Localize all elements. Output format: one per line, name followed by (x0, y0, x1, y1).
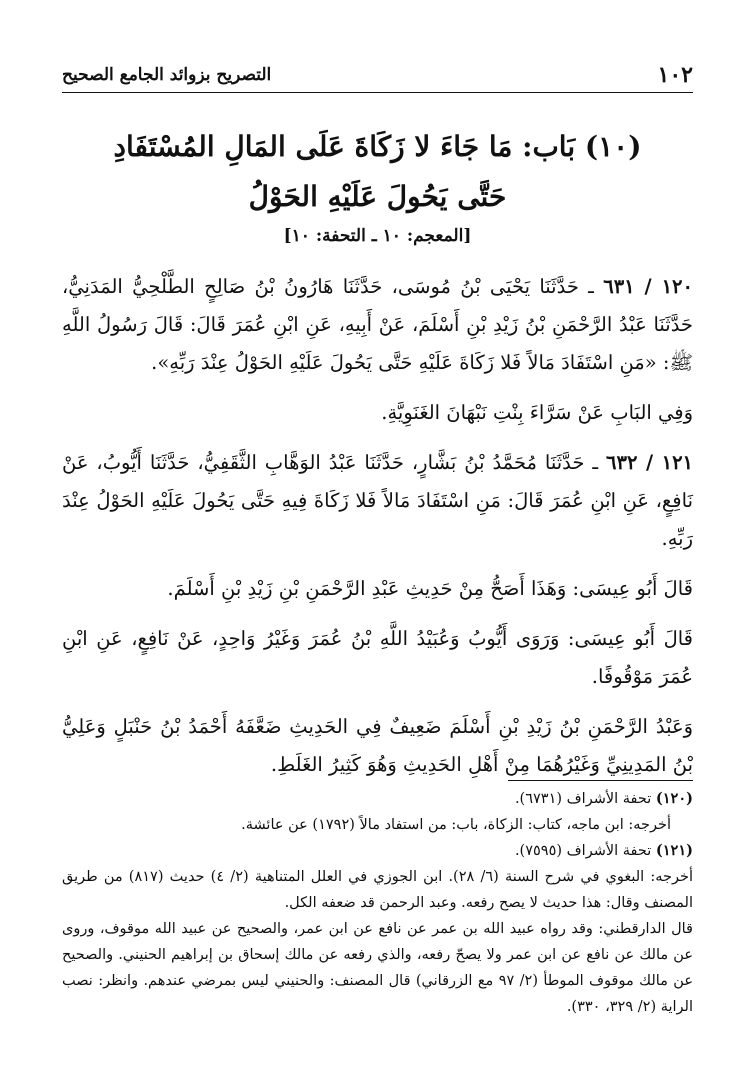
footnote-text: تحفة الأشراف (٦٧٣١). (514, 791, 652, 807)
hadith-text: ـ حَدَّثَنَا مُحَمَّدُ بْنُ بَشَّارٍ، حَدَّثَنَا عَبْدُ الوَهَّابِ الثَّقَفِيُّ، حَدَّثَنَا أَيُّوبُ، عَنْ نَافِعٍ، عَنِ ابْنِ عُمَرَ قَالَ: مَنِ اسْتَفَادَ مَالاً فَلا زَكَاةَ فِيهِ حَتَّى يَحُولَ عَلَيْهِ الحَوْلُ عِنْدَ رَبِّهِ. (62, 451, 693, 550)
hadith-number: ١٢٠ / ٦٣١ (603, 275, 693, 298)
hadith-121 (62, 444, 693, 558)
chapter-reference: [المعجم: ١٠ ـ التحفة: ١٠] (283, 226, 472, 246)
commentary-2: قَالَ أَبُو عِيسَى: وَرَوَى أَيُّوبُ وَعُبَيْدُ اللَّهِ بْنُ عُمَرَ وَغَيْرُ وَاحِدٍ، عَنْ نَافِعٍ، عَنِ ابْنِ عُمَرَ مَوْقُوفًا. (62, 627, 693, 688)
running-title: التصريح بزوائد الجامع الصحيح (62, 65, 272, 85)
main-text (62, 268, 693, 796)
commentary-1: قَالَ أَبُو عِيسَى: وَهَذَا أَصَحُّ مِنْ حَدِيثِ عَبْدِ الرَّحْمَنِ بْنِ زَيْدِ بْنِ أَسْلَمَ. (167, 577, 693, 600)
chapter-title-line-2: حَتَّى يَحُولَ عَلَيْهِ الحَوْلُ (248, 180, 507, 213)
footnote-number: (١٢٠) (655, 790, 693, 807)
commentary-3: وَعَبْدُ الرَّحْمَنِ بْنُ زَيْدِ بْنِ أَسْلَمَ ضَعِيفٌ فِي الحَدِيثِ ضَعَّفَهُ أَحْمَدُ بْنُ حَنْبَلٍ وَعَلِيُّ بْنُ المَدِينِيِّ وَغَيْرُهُمَا مِنْ أَهْلِ الحَدِيثِ وَهُوَ كَثِيرُ الغَلَطِ. (62, 715, 693, 776)
footnote-121-takhrij: أخرجه: البغوي في شرح السنة (٦/ ٢٨). ابن الجوزي في العلل المتناهية (٢/ ٤) حديث (٨١٧) من طريق المصنف وقال: هذا حديث لا يصح رفعه. وعبد الرحمن قد ضعفه الكل. (62, 869, 693, 911)
footnote-text: تحفة الأشراف (٧٥٩٥). (514, 843, 652, 859)
footnote-121-daraqutni: قال الدارقطني: وقد رواه عبيد الله بن عمر عن نافع عن ابن عمر، والصحيح عن عبيد الله موقوف، وروى عن مالك عن نافع عن ابن عمر ولا يصحّ رفعه، والذي رفعه عن مالك إسحاق بن إبراهيم الحنيني. والصحيح عن مالك موقوف الموطأ (٢/ ٩٧ مع الزرقاني) قال المصنف: والحنيني ليس بمرضي عندهم. وانظر: نصب الراية (٢/ ٣٢٩، ٣٣٠). (62, 921, 693, 1015)
footnote-121-tuhfa (62, 838, 693, 864)
chapter-title-line-1: (١٠) بَاب: مَا جَاءَ لا زَكَاةَ عَلَى المَالِ المُسْتَفَادِ (113, 130, 642, 163)
footnote-120-tuhfa (62, 786, 693, 812)
hadith-number: ١٢١ / ٦٣٢ (606, 451, 694, 474)
footnote-divider (508, 780, 693, 781)
footnote-120-takhrij: أخرجه: ابن ماجه، كتاب: الزكاة، باب: من استفاد مالاً (١٧٩٢) عن عائشة. (241, 817, 671, 833)
footnotes (62, 786, 693, 1020)
footnote-number: (١٢١) (655, 842, 693, 859)
chapter-heading (62, 122, 693, 222)
hadith-text: ـ حَدَّثَنَا يَحْيَى بْنُ مُوسَى، حَدَّثَنَا هَارُونُ بْنُ صَالِحٍ الطَّلْحِيُّ المَدَنِيُّ، حَدَّثَنَا عَبْدُ الرَّحْمَنِ بْنُ زَيْدِ بْنِ أَسْلَمَ، عَنْ أَبِيهِ، عَنِ ابْنِ عُمَرَ قَالَ: قَالَ رَسُولُ اللَّهِ ﷺ: «مَنِ اسْتَفَادَ مَالاً فَلا زَكَاةَ عَلَيْهِ حَتَّى يَحُولَ عَلَيْهِ الحَوْلُ عِنْدَ رَبِّهِ». (62, 275, 693, 374)
bab-note: وَفِي البَابِ عَنْ سَرَّاءَ بِنْتِ نَبْهَانَ الغَنَوِيَّةِ. (381, 401, 693, 424)
page-header (62, 58, 693, 93)
page-number: ١٠٢ (657, 62, 693, 88)
hadith-120 (62, 268, 693, 382)
